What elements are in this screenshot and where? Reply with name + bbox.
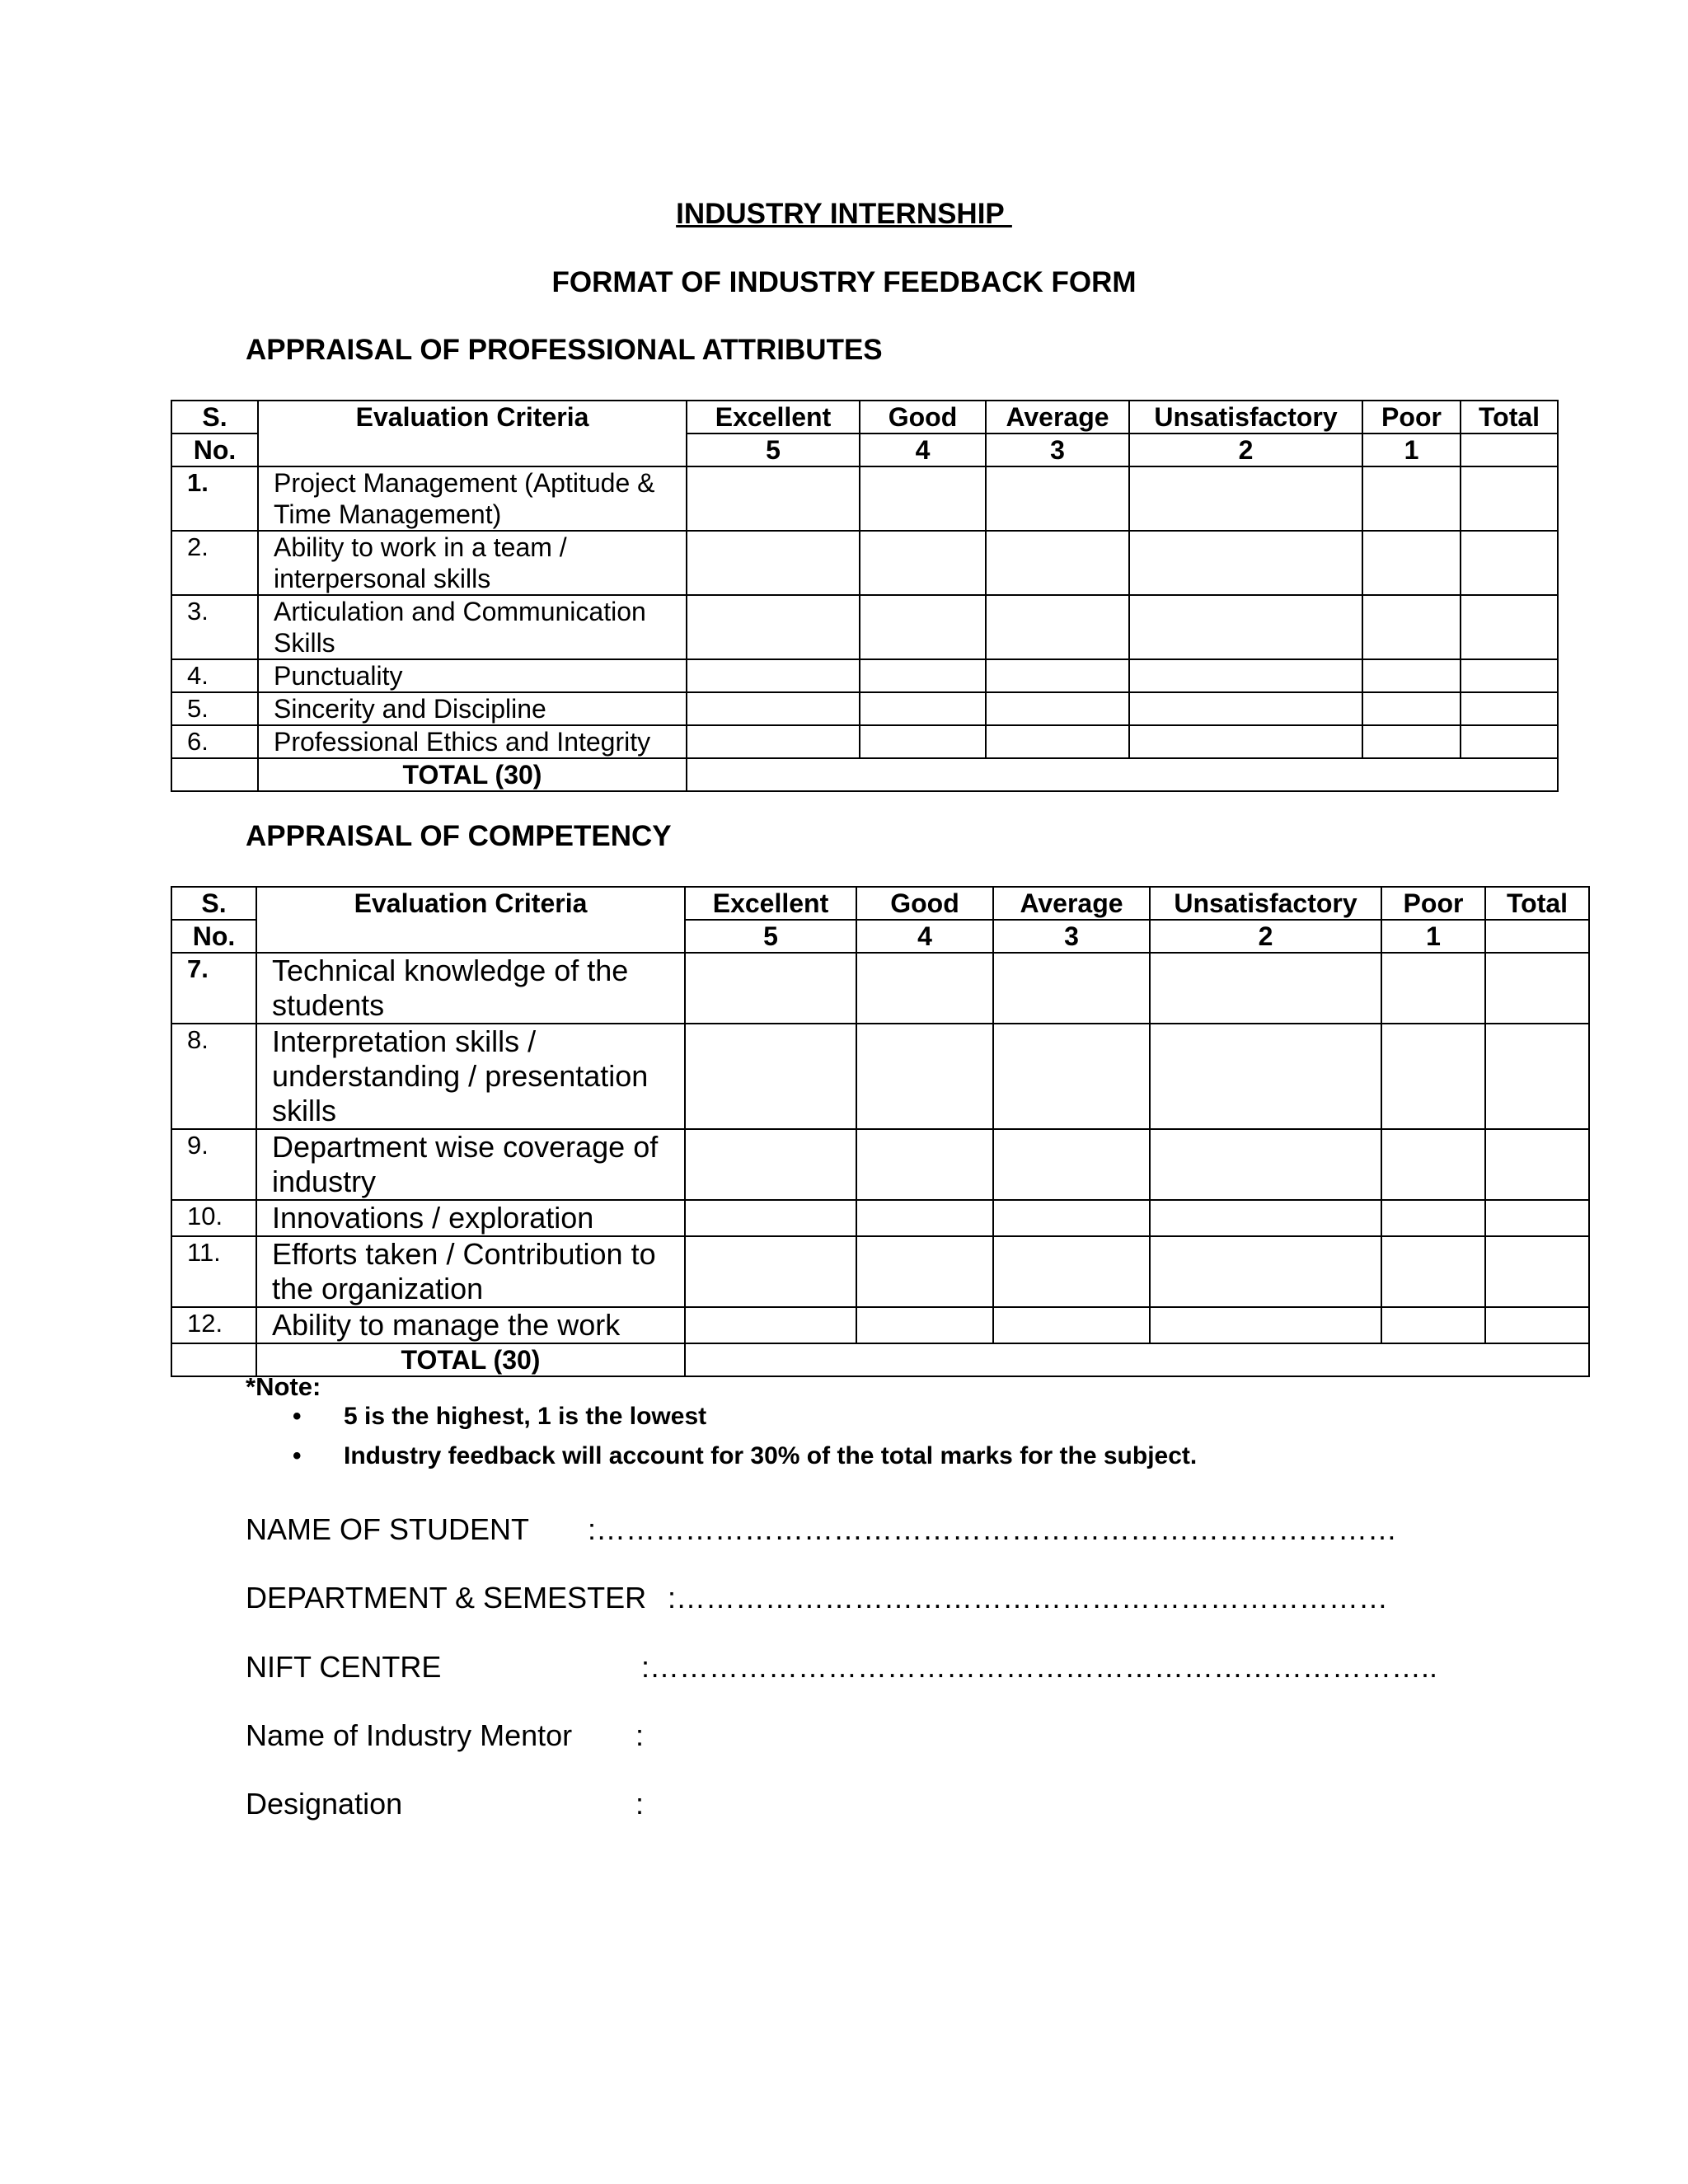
rating-cell[interactable] [1381,1307,1485,1343]
row-criteria: Interpretation skills / understanding / presentation skills [256,1024,685,1129]
rating-cell[interactable] [986,692,1129,725]
field-fill-line[interactable]: :…………………………………………………………………….. [641,1650,1438,1684]
row-criteria: Ability to work in a team / interpersonal skills [258,531,687,595]
row-number: 4. [171,659,258,692]
total-cell[interactable] [1461,725,1558,758]
rating-cell[interactable] [687,531,860,595]
total-cell[interactable] [1485,1236,1589,1307]
header-total: Total [1485,887,1589,920]
total-cell[interactable] [1461,692,1558,725]
note-text: 5 is the highest, 1 is the lowest [344,1403,707,1430]
total-cell[interactable] [1461,659,1558,692]
field-label: NAME OF STUDENT [246,1512,530,1546]
header-good: Good [860,401,986,434]
table-row [171,725,1558,758]
total-cell[interactable] [1485,953,1589,1024]
rating-cell[interactable] [993,1200,1150,1236]
score-4: 4 [856,920,993,953]
rating-cell[interactable] [685,1200,856,1236]
rating-cell[interactable] [687,725,860,758]
table-row [171,1200,1589,1236]
rating-cell[interactable] [856,953,993,1024]
total-cell[interactable] [1461,595,1558,659]
rating-cell[interactable] [687,466,860,531]
rating-cell[interactable] [993,1236,1150,1307]
row-number: 10. [171,1200,256,1236]
rating-cell[interactable] [856,1236,993,1307]
score-total [1461,434,1558,466]
field-fill-line[interactable]: :……………………………………………………………… [668,1581,1389,1615]
header-criteria: Evaluation Criteria [256,887,685,953]
total-cell[interactable] [1485,1200,1589,1236]
score-4: 4 [860,434,986,466]
table-row [171,692,1558,725]
row-criteria: Project Management (Aptitude & Time Management) [258,466,687,531]
rating-cell[interactable] [1381,1200,1485,1236]
score-total [1485,920,1589,953]
section-heading-professional: APPRAISAL OF PROFESSIONAL ATTRIBUTES [246,334,883,366]
rating-cell[interactable] [986,659,1129,692]
total-cell[interactable] [1485,1307,1589,1343]
note-label: *Note: [246,1372,321,1401]
table-row [171,1024,1589,1129]
score-1: 1 [1381,920,1485,953]
row-criteria: Professional Ethics and Integrity [258,725,687,758]
table-row [171,1129,1589,1200]
row-criteria: Articulation and Communication Skills [258,595,687,659]
total-row-blank [171,758,258,791]
rating-cell[interactable] [856,1200,993,1236]
rating-cell[interactable] [860,595,986,659]
header-excellent: Excellent [687,401,860,434]
total-row [171,758,1558,791]
table-row [171,953,1589,1024]
total-cell[interactable] [1461,531,1558,595]
field-fill-line[interactable]: :……………………………………………………………………… [588,1512,1398,1546]
field-label: Designation [246,1787,403,1821]
rating-cell[interactable] [1129,725,1362,758]
rating-cell[interactable] [1362,595,1461,659]
rating-cell[interactable] [986,531,1129,595]
rating-cell[interactable] [986,595,1129,659]
rating-cell[interactable] [1150,953,1381,1024]
bullet-icon: • [293,1442,302,1469]
rating-cell[interactable] [1129,692,1362,725]
row-number: 3. [171,595,258,659]
row-criteria: Punctuality [258,659,687,692]
score-3: 3 [986,434,1129,466]
note-text: Industry feedback will account for 30% of the total marks for the subject. [344,1442,1198,1469]
rating-cell[interactable] [993,1129,1150,1200]
rating-cell[interactable] [1362,725,1461,758]
rating-cell[interactable] [993,1307,1150,1343]
rating-cell[interactable] [687,659,860,692]
header-poor: Poor [1362,401,1461,434]
header-sno: S. [171,401,258,434]
field-label: NIFT CENTRE [246,1650,442,1684]
section-heading-competency: APPRAISAL OF COMPETENCY [246,820,672,852]
rating-cell[interactable] [685,953,856,1024]
total-cell[interactable] [1461,466,1558,531]
rating-cell[interactable] [1381,1129,1485,1200]
rating-cell[interactable] [860,466,986,531]
total-cell[interactable] [1485,1024,1589,1129]
row-criteria: Ability to manage the work [256,1307,685,1343]
field-label: Name of Industry Mentor [246,1718,573,1752]
header-poor: Poor [1381,887,1485,920]
score-5: 5 [687,434,860,466]
header-good: Good [856,887,993,920]
rating-cell[interactable] [986,725,1129,758]
table-row [171,595,1558,659]
row-number: 6. [171,725,258,758]
rating-cell[interactable] [1129,531,1362,595]
rating-cell[interactable] [685,1236,856,1307]
table-row [171,1307,1589,1343]
row-number: 11. [171,1236,256,1307]
table-row [171,659,1558,692]
rating-cell[interactable] [1129,595,1362,659]
professional-attributes-table [171,400,1559,792]
rating-cell[interactable] [993,953,1150,1024]
row-criteria: Sincerity and Discipline [258,692,687,725]
rating-cell[interactable] [1150,1024,1381,1129]
row-number: 5. [171,692,258,725]
field-fill-line[interactable]: : [635,1718,645,1752]
row-number: 2. [171,531,258,595]
header-average: Average [986,401,1129,434]
table-row [171,466,1558,531]
rating-cell[interactable] [856,1129,993,1200]
header-no: No. [171,434,258,466]
rating-cell[interactable] [1362,659,1461,692]
row-criteria: Innovations / exploration [256,1200,685,1236]
header-total: Total [1461,401,1558,434]
header-average: Average [993,887,1150,920]
rating-cell[interactable] [685,1024,856,1129]
header-unsatisfactory: Unsatisfactory [1150,887,1381,920]
rating-cell[interactable] [1381,1024,1485,1129]
rating-cell[interactable] [860,725,986,758]
rating-cell[interactable] [986,466,1129,531]
total-label: TOTAL (30) [258,758,687,791]
total-row [171,1343,1589,1376]
row-number: 8. [171,1024,256,1129]
field-label: DEPARTMENT & SEMESTER [246,1581,647,1615]
rating-cell[interactable] [1150,1129,1381,1200]
header-excellent: Excellent [685,887,856,920]
score-2: 2 [1150,920,1381,953]
row-number: 7. [171,953,256,1024]
rating-cell[interactable] [1362,531,1461,595]
rating-cell[interactable] [860,531,986,595]
row-criteria: Technical knowledge of the students [256,953,685,1024]
row-number: 9. [171,1129,256,1200]
rating-cell[interactable] [856,1307,993,1343]
header-sno: S. [171,887,256,920]
rating-cell[interactable] [1362,692,1461,725]
grand-total-cell[interactable] [687,758,1558,791]
bullet-icon: • [293,1403,302,1430]
rating-cell[interactable] [1150,1200,1381,1236]
document-subtitle: FORMAT OF INDUSTRY FEEDBACK FORM [551,266,1137,298]
rating-cell[interactable] [860,692,986,725]
grand-total-cell[interactable] [685,1343,1589,1376]
score-5: 5 [685,920,856,953]
rating-cell[interactable] [687,692,860,725]
rating-cell[interactable] [1381,1236,1485,1307]
header-no: No. [171,920,256,953]
score-2: 2 [1129,434,1362,466]
rating-cell[interactable] [685,1129,856,1200]
rating-cell[interactable] [1129,659,1362,692]
document-title: INDUSTRY INTERNSHIP [676,198,1012,230]
rating-cell[interactable] [1381,953,1485,1024]
rating-cell[interactable] [1129,466,1362,531]
total-row-blank [171,1343,256,1376]
competency-table [171,886,1590,1377]
score-3: 3 [993,920,1150,953]
rating-cell[interactable] [993,1024,1150,1129]
rating-cell[interactable] [860,659,986,692]
rating-cell[interactable] [1362,466,1461,531]
rating-cell[interactable] [687,595,860,659]
row-number: 1. [171,466,258,531]
table-row [171,1236,1589,1307]
table-row [171,531,1558,595]
total-cell[interactable] [1485,1129,1589,1200]
rating-cell[interactable] [856,1024,993,1129]
total-label: TOTAL (30) [256,1343,685,1376]
field-fill-line[interactable]: : [635,1787,645,1821]
score-1: 1 [1362,434,1461,466]
row-number: 12. [171,1307,256,1343]
rating-cell[interactable] [1150,1236,1381,1307]
header-criteria: Evaluation Criteria [258,401,687,466]
row-criteria: Efforts taken / Contribution to the organization [256,1236,685,1307]
rating-cell[interactable] [1150,1307,1381,1343]
row-criteria: Department wise coverage of industry [256,1129,685,1200]
rating-cell[interactable] [685,1307,856,1343]
header-unsatisfactory: Unsatisfactory [1129,401,1362,434]
